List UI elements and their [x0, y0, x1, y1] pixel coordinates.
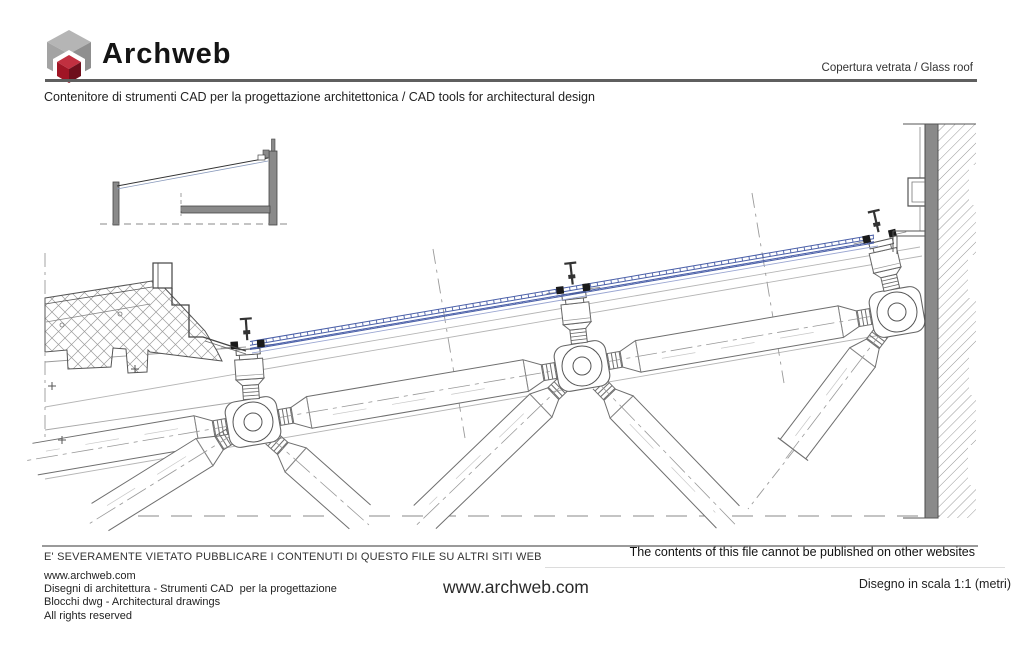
footer-line-dwg: Blocchi dwg - Architectural drawings: [44, 596, 221, 609]
strut-tube: [593, 378, 740, 528]
footer-site-link[interactable]: www.archweb.com: [44, 570, 136, 582]
page-subtitle: Contenitore di strumenti CAD per la progettazione architettonica / CAD tools for architectural design: [44, 90, 595, 104]
drawing-scale-label: Disegno in scala 1:1 (metri): [858, 577, 1011, 591]
strut-tube: [266, 432, 371, 529]
footer-line-rights: All rights reserved: [44, 609, 133, 622]
keyplan-right-post: [269, 151, 277, 225]
keyplan-beam: [181, 206, 270, 213]
glass-support-connector: [221, 344, 279, 401]
chord-tube: [600, 306, 880, 372]
footer-faint-rule: [545, 567, 1005, 568]
footer-center-url[interactable]: www.archweb.com: [443, 577, 589, 597]
warning-english: The contents of this file cannot be published on other websites: [629, 545, 975, 559]
glass-clamp: [229, 318, 265, 350]
wall-face: [925, 124, 938, 518]
drawing-category-label: Copertura vetrata / Glass roof: [821, 62, 973, 74]
footer-info-block: [44, 570, 337, 623]
key-plan: [100, 139, 290, 225]
strut-axis-extension: [748, 449, 795, 509]
roof-panel: [45, 263, 246, 444]
warning-italian: E' SEVERAMENTE VIETATO PUBBLICARE I CONTENUTI DI QUESTO FILE SU ALTRI SITI WEB: [44, 551, 542, 563]
strut-tube: [778, 326, 889, 460]
spider-node-hub: [867, 285, 926, 339]
spider-node-hub: [552, 339, 611, 393]
footer-line-cad: Disegni di architettura - Strumenti CAD per la progettazione: [44, 583, 337, 596]
keyplan-glass: [117, 158, 268, 186]
brand-title: Archweb: [102, 38, 232, 70]
spider-node-hub: [223, 395, 282, 449]
capping-riser: [153, 263, 172, 288]
